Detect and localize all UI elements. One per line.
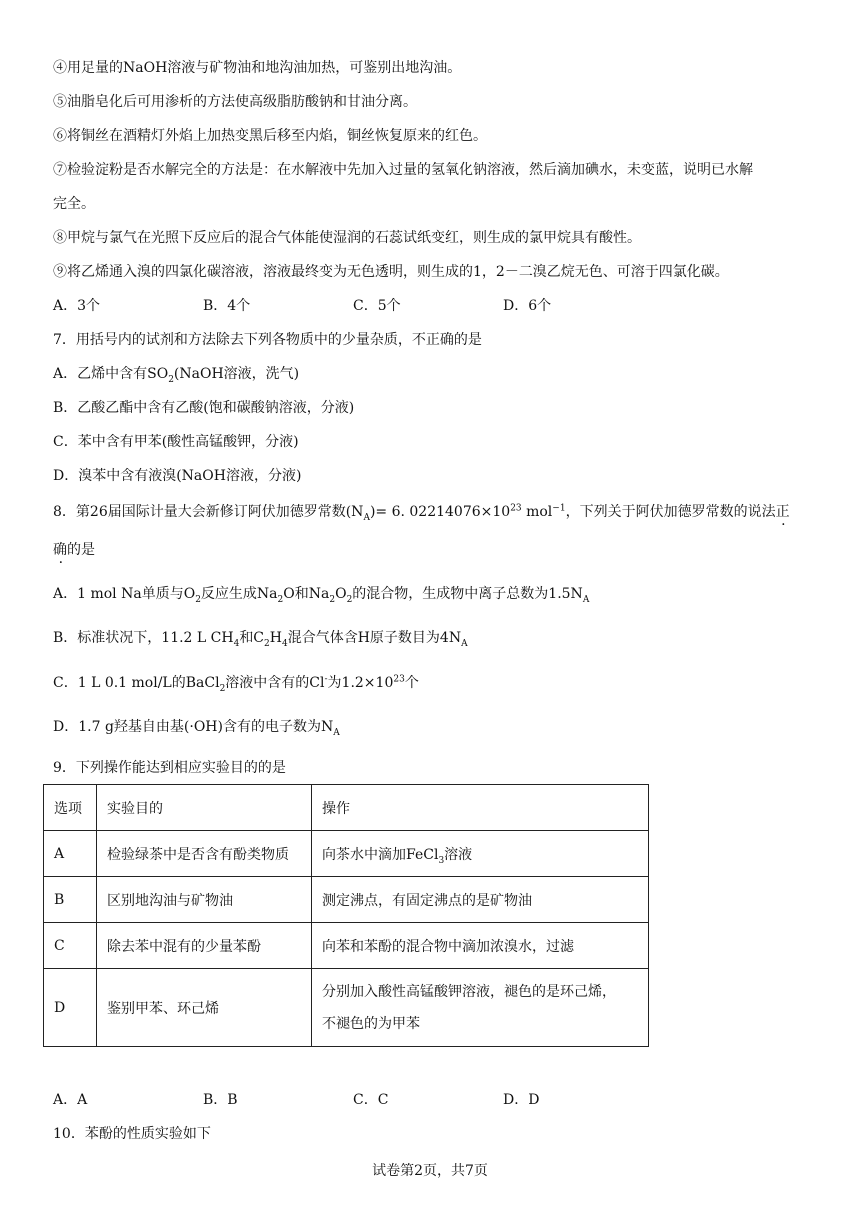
table-row [44,831,649,877]
option-d[interactable]: D．6个 [503,298,552,314]
question-8-option-c[interactable]: C．1 L 0.1 mol/L的BaCl$_2$溶液中含有的Cl-为$1.2\times 10^{23}$个 [53,674,419,694]
row-goal: 鉴别甲苯、环己烯 [97,969,312,1047]
question-8-option-d[interactable]: D．1.7 g羟基自由基(·OH)含有的电子数为$N_A$ [53,719,340,738]
question-8-stem: 8．第26届国际计量大会新修订阿伏加德罗常数$(N_A)= 6$. $02214076\times 10^{23}$ mol$^{-1}$，下列关于阿伏加德罗常数的说法正 [53,503,790,523]
question-7-stem: 7．用括号内的试剂和方法除去下列各物质中的少量杂质，不正确的是 [53,332,482,348]
emphasis-dot: 确 [53,542,67,558]
statement-7-continued: 完全。 [53,196,95,212]
table-row [44,923,649,969]
row-option: A [44,831,97,877]
row-goal: 检验绿茶中是否含有酚类物质 [97,831,312,877]
table-row [44,877,649,923]
question-7-option-c[interactable]: C．苯中含有甲苯(酸性高锰酸钾，分液) [53,434,299,450]
question-10-stem: 10．苯酚的性质实验如下 [53,1126,211,1142]
question-8-option-a[interactable]: A．1 mol Na单质与$O_2$反应生成$Na_2O$和$Na_2O_2$的混合物，生成物中离子总数为$1.5N_A$ [53,586,590,605]
header-operation: 操作 [312,785,649,831]
row-goal: 除去苯中混有的少量苯酚 [97,923,312,969]
row-operation: 测定沸点，有固定沸点的是矿物油 [312,877,649,923]
header-option: 选项 [44,785,97,831]
option-a[interactable]: A．A [53,1092,88,1108]
statement-7: ⑦检验淀粉是否水解完全的方法是：在水解液中先加入过量的氢氧化钠溶液，然后滴加碘水，未变蓝，说明已水解 [53,162,753,178]
option-b[interactable]: B．B [203,1092,238,1108]
question-7-option-d[interactable]: D．溴苯中含有液溴(NaOH溶液，分液) [53,468,302,484]
row-option: C [44,923,97,969]
statement-6: ⑥将铜丝在酒精灯外焰上加热变黑后移至内焰，铜丝恢复原来的红色。 [53,128,487,144]
statement-4: ④用足量的NaOH溶液与矿物油和地沟油加热，可鉴别出地沟油。 [53,60,462,76]
row-option: D [44,969,97,1047]
option-a[interactable]: A．3个 [53,298,101,314]
table-row [44,969,649,1047]
table-header-row [44,785,649,831]
experiment-table [43,784,649,1047]
row-operation: 向苯和苯酚的混合物中滴加浓溴水，过滤 [312,923,649,969]
statement-9: ⑨将乙烯通入溴的四氯化碳溶液，溶液最终变为无色透明，则生成的1，2－二溴乙烷无色、可溶于四氯化碳。 [53,264,729,280]
question-8-stem-continued: 确的是 [53,542,95,558]
question-9-stem: 9．下列操作能达到相应实验目的的是 [53,760,286,776]
option-c[interactable]: C．5个 [353,298,401,314]
question-7-option-b[interactable]: B．乙酸乙酯中含有乙酸(饱和碳酸钠溶液，分液) [53,400,355,416]
statement-8: ⑧甲烷与氯气在光照下反应后的混合气体能使湿润的石蕊试纸变红，则生成的氯甲烷具有酸性。 [53,230,641,246]
question-7-option-a[interactable]: A．乙烯中含有$SO_2(NaOH$溶液，洗气) [53,366,300,385]
option-d[interactable]: D．D [503,1092,540,1108]
header-goal: 实验目的 [97,785,312,831]
option-b[interactable]: B．4个 [203,298,251,314]
row-goal: 区别地沟油与矿物油 [97,877,312,923]
statement-5: ⑤油脂皂化后可用渗析的方法使高级脂肪酸钠和甘油分离。 [53,94,417,110]
page-footer: 试卷第2页，共7页 [372,1163,488,1179]
emphasis-dot: 正 [775,504,790,520]
option-c[interactable]: C．C [353,1092,389,1108]
row-option: B [44,877,97,923]
row-operation: 分别加入酸性高锰酸钾溶液，褪色的是环己烯， 不褪色的为甲苯 [312,969,649,1047]
row-operation: 向茶水中滴加FeCl$_3$溶液 [312,831,649,877]
question-8-option-b[interactable]: B．标准状况下，11.2 L $CH_4$和$C_2H_4$混合气体含H原子数目为$4N_A$ [53,630,468,649]
